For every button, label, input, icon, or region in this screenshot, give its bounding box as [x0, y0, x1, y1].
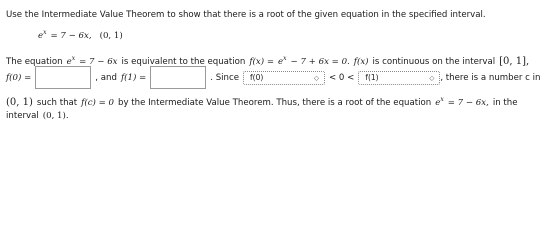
select-lower[interactable] [243, 71, 325, 85]
eq-interval: (0, 1) [99, 31, 123, 41]
and-label: , and [95, 72, 117, 83]
line5-interval: (0, 1). [42, 111, 69, 121]
chevron-updown-icon: ◇ [314, 73, 319, 82]
line2-f-base: e [278, 56, 284, 67]
select-lower-value: f(0) [250, 73, 264, 82]
conclusion-line [6, 97, 518, 108]
lt-zero-label: < 0 < [329, 72, 355, 83]
f0-input[interactable] [35, 66, 91, 89]
f0-label: f(0) = [6, 72, 32, 83]
line2-f-lhs: f(x) = [249, 56, 275, 67]
select-upper[interactable] [358, 71, 440, 85]
eq-base: e [38, 31, 44, 41]
eq-rhs: = 7 − 6x, [50, 31, 92, 41]
line4-eq-rhs: = 7 − 6x, [447, 97, 489, 108]
f1-input[interactable] [150, 66, 206, 89]
tail-label: , there is a number c in [440, 72, 541, 83]
line2-f-ref: f(x) [353, 56, 369, 67]
line4-eq-base: e [435, 97, 441, 108]
since-label: . Since [210, 72, 239, 83]
line2-eq-rhs: = 7 − 6x [79, 56, 118, 67]
line2-eq-exp: x [71, 54, 76, 62]
line4-text1: such that [36, 97, 78, 108]
line2-f-exp: x [283, 54, 287, 62]
f1-label: f(1) = [120, 72, 147, 83]
instructions-text [6, 10, 486, 20]
line4-text3: in the [492, 97, 518, 108]
eq-exponent: x [43, 29, 47, 36]
line2-cont: is continuous on the interval [372, 56, 496, 67]
interval-line [6, 111, 69, 121]
line4-eq-exp: x [440, 95, 444, 103]
line4-fc: f(c) = 0 [81, 97, 115, 108]
line2-f-rhs: − 7 + 6x = 0. [290, 56, 350, 67]
line5-text: interval [6, 111, 39, 121]
line4-interval: (0, 1) [6, 97, 33, 108]
chevron-updown-icon: ◇ [429, 73, 435, 82]
instructions: Use the Intermediate Value Theorem to show that there is a root of the given equation in the specified interval. [6, 10, 486, 20]
line4-text2: by the Intermediate Value Theorem. Thus, there is a root of the equation [118, 97, 432, 108]
given-equation [38, 31, 123, 41]
line2-mid: is equivalent to the equation [121, 56, 246, 67]
line2-interval: [0, 1], [499, 56, 530, 67]
line2-eq-base: e [66, 56, 72, 67]
answer-row [6, 66, 540, 89]
select-upper-value: f(1) [365, 73, 379, 82]
line2-pre: The equation [6, 56, 63, 67]
